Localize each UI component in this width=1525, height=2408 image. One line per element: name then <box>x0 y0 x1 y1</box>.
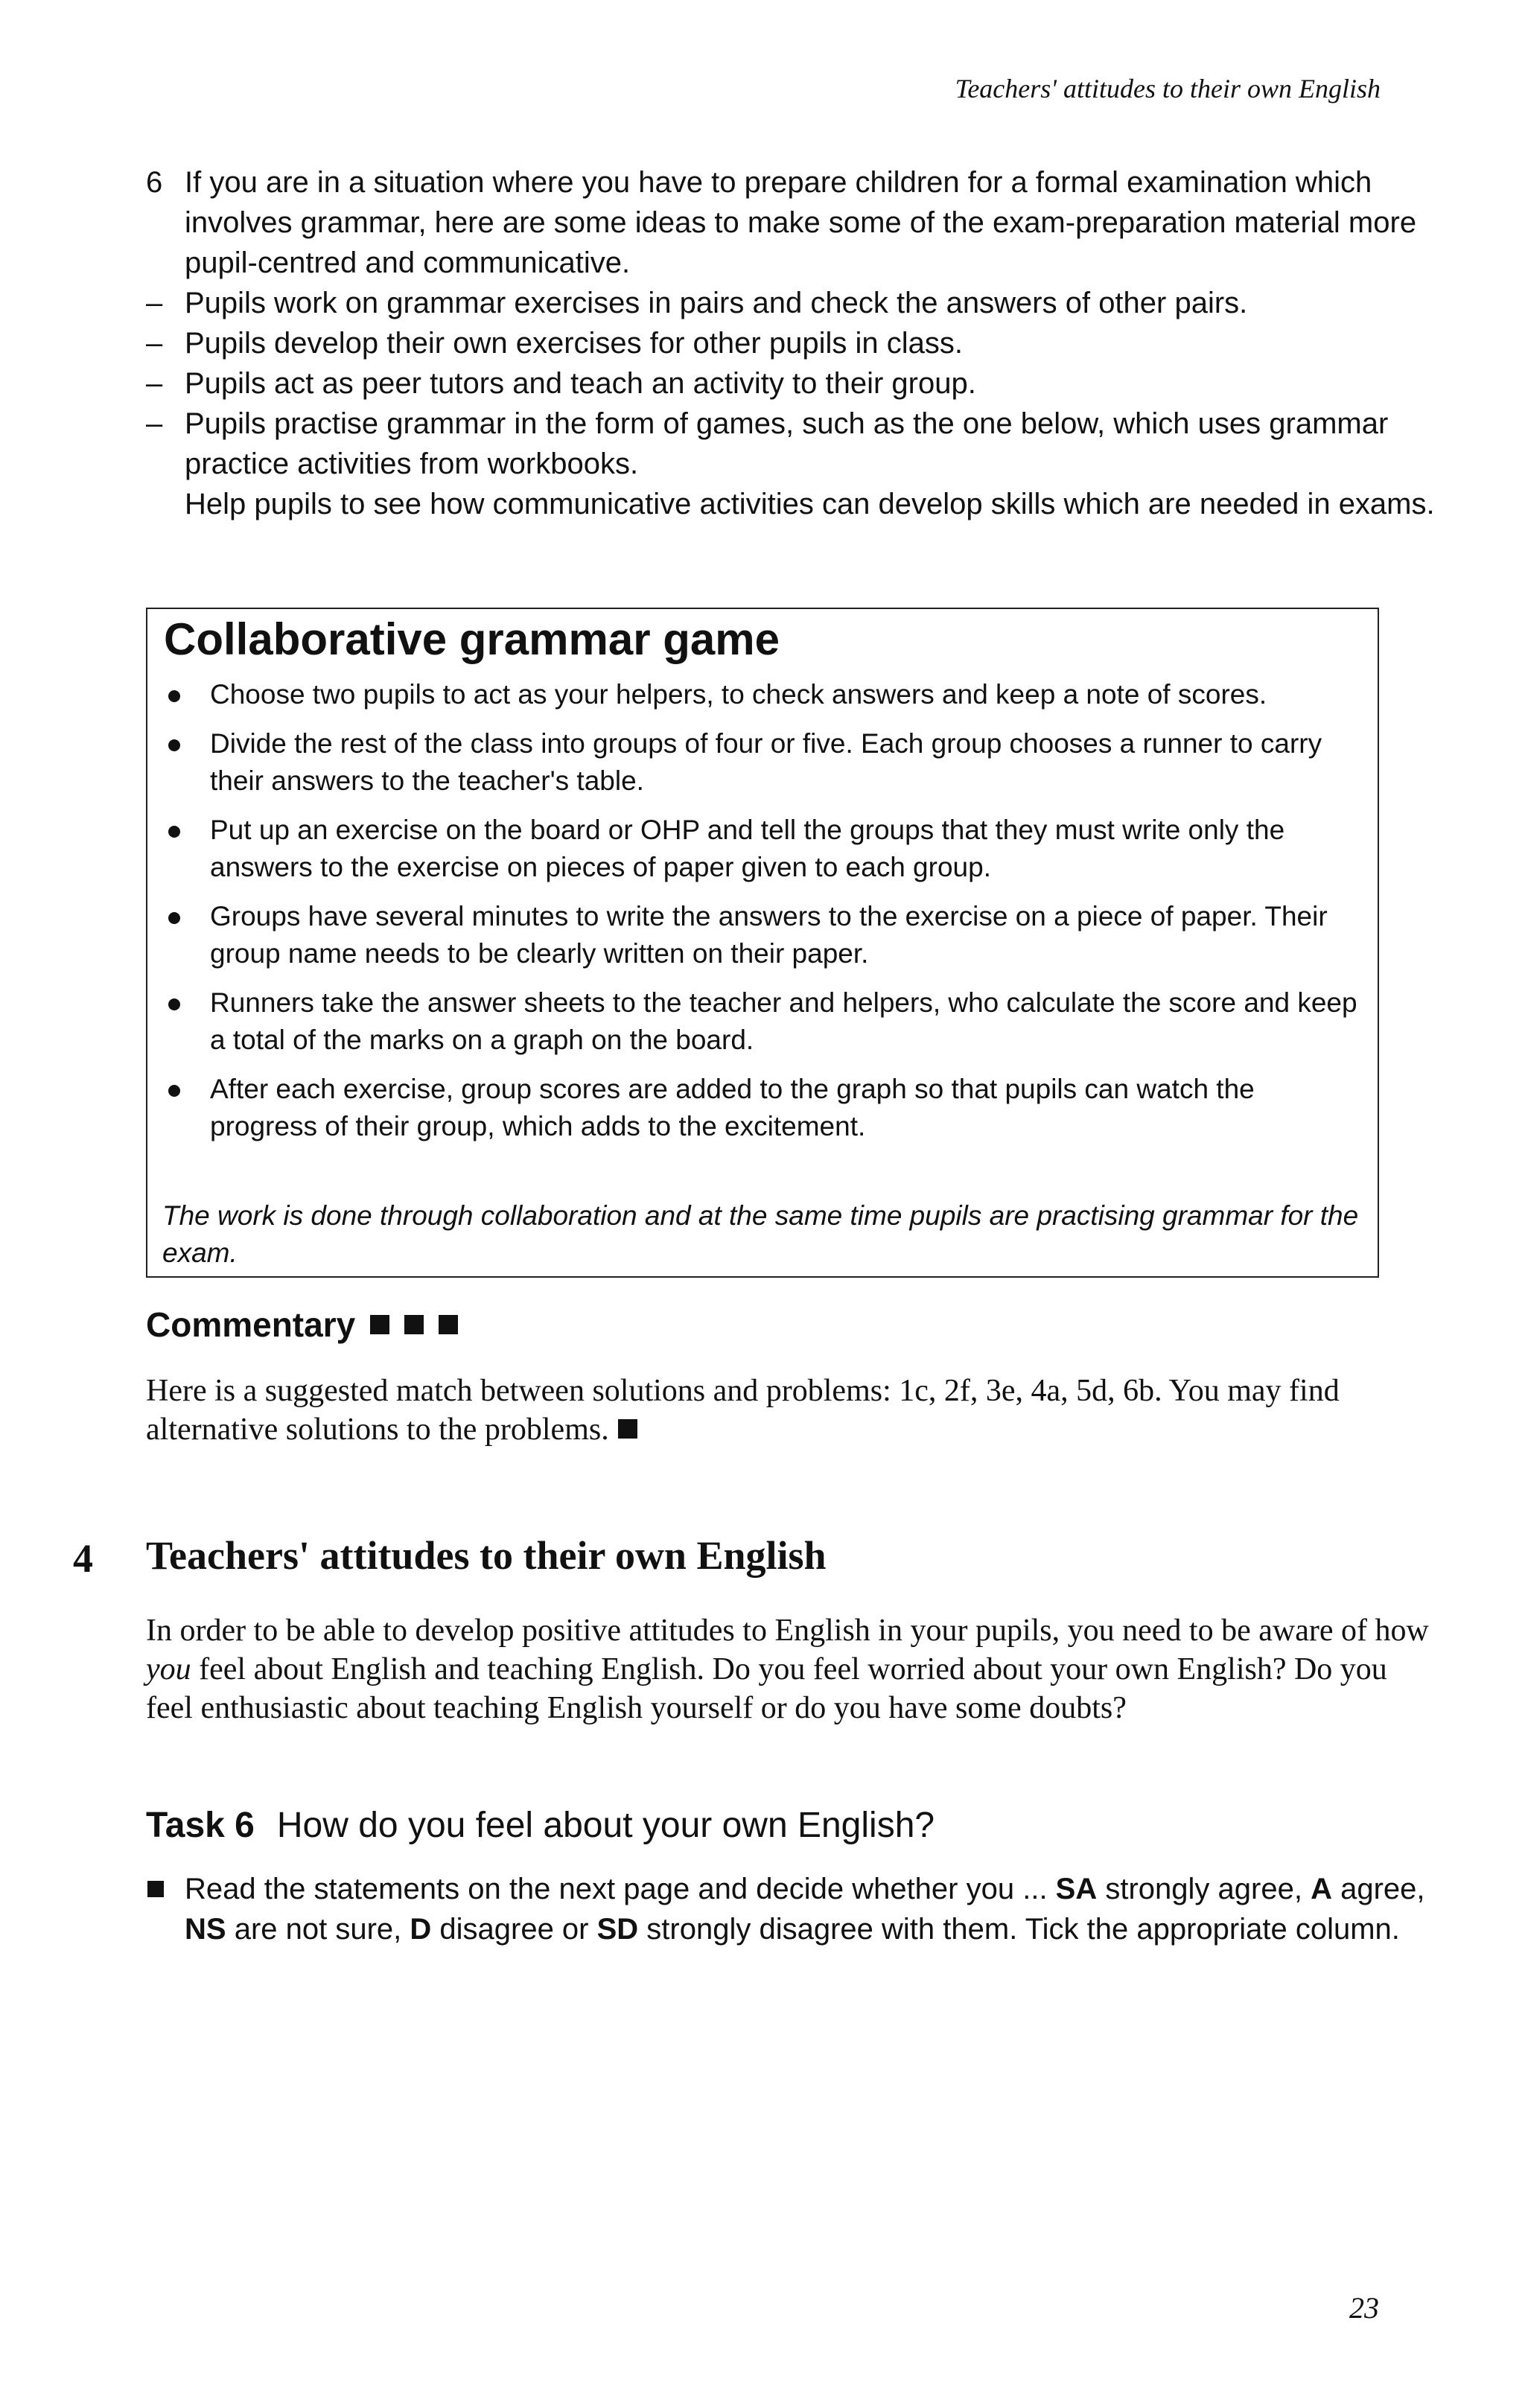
running-head: Teachers' attitudes to their own English <box>955 74 1381 103</box>
game-bullet-item <box>162 984 1369 1059</box>
dash-item-text: Pupils practise grammar in the form of games, such as the one below, which uses grammar practice activities from workbooks. <box>185 407 1389 480</box>
code-sd: SD <box>596 1913 639 1946</box>
item-6 <box>146 162 1442 524</box>
game-bullet-item <box>162 1071 1369 1145</box>
section-title: Teachers' attitudes to their own English <box>146 1533 827 1578</box>
game-bullet-text: Divide the rest of the class into groups of four or five. Each group chooses a runner to carry their answers to the teacher's table. <box>210 728 1322 796</box>
dash-marker: – <box>146 367 163 400</box>
code-ns: NS <box>185 1913 226 1946</box>
code-a: A <box>1311 1873 1332 1905</box>
instruction-text: Read the statements on the next page and decide whether you ... <box>185 1873 1056 1905</box>
collaborative-game-box <box>146 608 1379 1278</box>
page-number: 23 <box>1349 2291 1379 2325</box>
section-body <box>146 1611 1442 1727</box>
game-bullet-list <box>162 676 1369 1157</box>
game-box-title: Collaborative grammar game <box>164 614 780 664</box>
instruction-text: disagree or <box>431 1913 597 1946</box>
dash-item-text: Pupils work on grammar exercises in pairs and check the answers of other pairs. <box>185 287 1248 319</box>
section-body-text: In order to be able to develop positive attitudes to English in your pupils, you need to be aware of how <box>146 1614 1429 1648</box>
commentary-body: Here is a suggested match between solutions and problems: 1c, 2f, 3e, 4a, 5d, 6b. You may find alternative solutions to the problems. <box>146 1374 1340 1447</box>
section-number: 4 <box>73 1536 93 1581</box>
square-icon <box>439 1315 458 1334</box>
commentary-heading <box>146 1305 458 1345</box>
instruction-text: strongly disagree with them. Tick the appropriate column. <box>638 1913 1400 1946</box>
dash-item <box>146 283 1442 323</box>
instruction-text: are not sure, <box>226 1913 410 1946</box>
bullet-dot-icon <box>168 1085 180 1097</box>
game-bullet-item <box>162 898 1369 972</box>
dash-item <box>146 404 1442 484</box>
game-bullet-text: After each exercise, group scores are added to the graph so that pupils can watch the progress of their group, which adds to the excitement. <box>210 1074 1255 1141</box>
section-body-emphasis: you <box>146 1652 191 1686</box>
dash-item <box>146 323 1442 363</box>
square-icon <box>404 1315 424 1334</box>
item-6-closing-row <box>146 484 1442 524</box>
square-bullet-icon <box>147 1881 164 1897</box>
instruction-text: strongly agree, <box>1097 1873 1311 1905</box>
game-bullet-text: Runners take the answer sheets to the teacher and helpers, who calculate the score and keep a total of the marks on a graph on the board. <box>210 987 1357 1055</box>
game-bullet-text: Groups have several minutes to write the answers to the exercise on a piece of paper. Their group name needs to be clearly written on their paper. <box>210 901 1328 969</box>
code-d: D <box>410 1913 432 1946</box>
end-square-icon <box>618 1419 637 1439</box>
bullet-dot-icon <box>168 912 180 924</box>
dash-marker: – <box>146 287 163 319</box>
task-label: Task 6 <box>146 1806 255 1845</box>
dash-item-text: Pupils act as peer tutors and teach an activity to their group. <box>185 367 976 400</box>
dash-marker: – <box>146 327 163 360</box>
task-title: How do you feel about your own English? <box>276 1806 935 1845</box>
item-6-intro-row <box>146 162 1442 283</box>
bullet-dot-icon <box>168 826 180 838</box>
item-6-closing: Help pupils to see how communicative activities can develop skills which are needed in exams. <box>185 488 1435 520</box>
code-sa: SA <box>1055 1873 1098 1905</box>
square-icon <box>370 1315 389 1334</box>
instruction-text: agree, <box>1331 1873 1425 1905</box>
game-bullet-item <box>162 725 1369 800</box>
task-instruction-row <box>146 1869 1442 1949</box>
game-bullet-item <box>162 812 1369 886</box>
dash-marker: – <box>146 407 163 440</box>
game-bullet-text: Put up an exercise on the board or OHP and tell the groups that they must write only the answers to the exercise on pieces of paper given to each group. <box>210 815 1285 882</box>
game-box-note: The work is done through collaboration and at the same time pupils are practising grammar for the exam. <box>162 1200 1359 1268</box>
item-6-intro: If you are in a situation where you have to prepare children for a formal examination which involves grammar, here are some ideas to make some of the exam-preparation material more pupil-centred and communicative. <box>185 166 1417 279</box>
commentary-heading-text: Commentary <box>146 1305 356 1344</box>
commentary-text <box>146 1372 1442 1449</box>
bullet-dot-icon <box>168 739 180 751</box>
bullet-dot-icon <box>168 998 180 1010</box>
task-heading <box>146 1805 935 1846</box>
dash-item <box>146 363 1442 404</box>
bullet-dot-icon <box>168 690 180 702</box>
game-bullet-item <box>162 676 1369 713</box>
task-instruction <box>146 1869 1442 1949</box>
item-number: 6 <box>146 166 163 199</box>
dash-item-text: Pupils develop their own exercises for other pupils in class. <box>185 327 963 360</box>
game-bullet-text: Choose two pupils to act as your helpers, to check answers and keep a note of scores. <box>210 679 1267 710</box>
section-body-text: feel about English and teaching English. Do you feel worried about your own English? Do you feel enthusiastic about teaching English yourself or do you have some doubts? <box>146 1652 1387 1725</box>
